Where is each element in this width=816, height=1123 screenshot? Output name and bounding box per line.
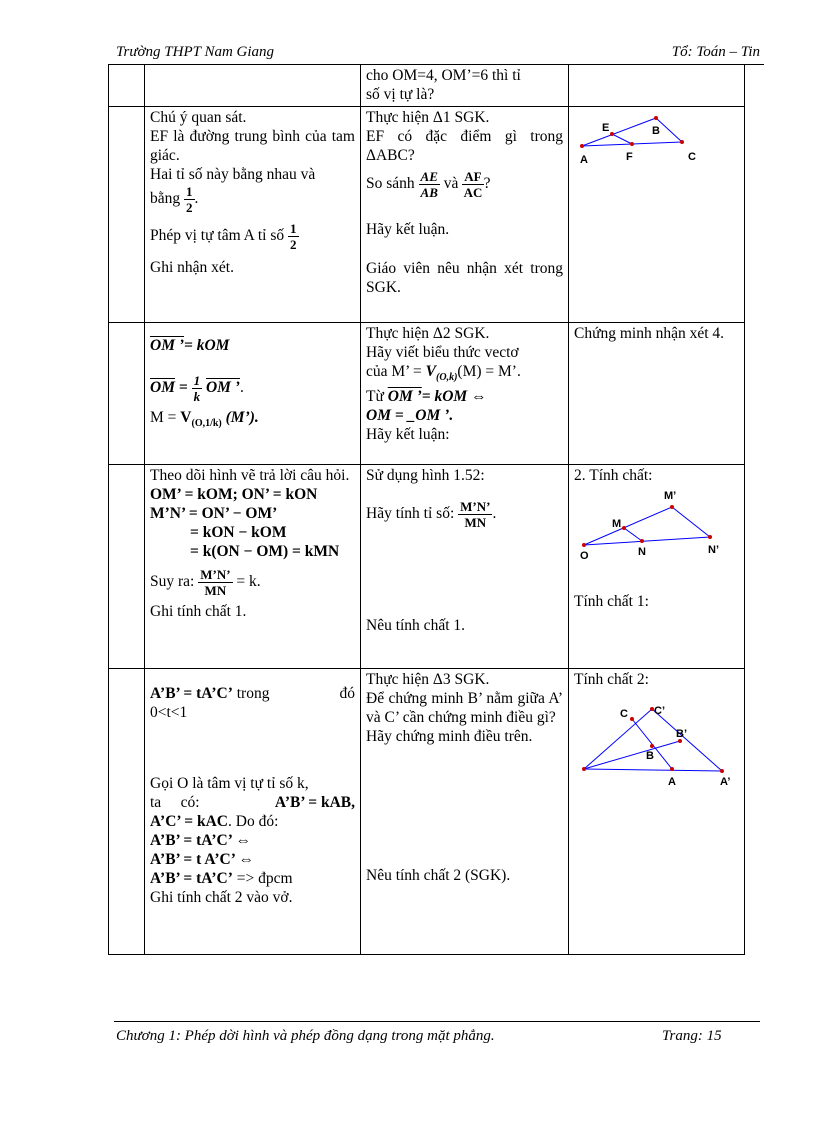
label-a: A [668,776,676,788]
student-cell: Chú ý quan sát. EF là đường trung bình của tam giác. Hai tỉ số này bằng nhau và bằng $\frac{1}{2}$ . Phép vị tự tâm A tỉ số $\frac{1}{2}$ Ghi nhận xét. [145,107,361,323]
label-a-prime: A’ [720,776,731,788]
note-cell: Chứng minh nhận xét 4. [569,323,745,465]
fraction: $\frac{1}{2}$ [186,184,193,215]
triangle-b-prime-figure [574,689,734,789]
triangle-abc-figure [574,108,734,168]
label-o: O [580,550,589,559]
table-row [109,107,745,323]
chapter-title: Chương 1: Phép dời hình và phép đồng dạng trong mặt phẳng. [116,1028,495,1044]
label-b: B [646,750,654,762]
label-b-prime: B’ [676,728,687,740]
label-n: N [638,546,646,558]
student-cell: A’B’ = tA’C’ trong đó 0<t<1 Gọi O là tâm vị tự tỉ số k, ta có: A’B’ = kAB, A’C’ = kAC. Do đó: A’B’ = tA’C’ ⇔ A’B’ = t A’C’ ⇔ A’B’ = tA’C’ => đpcm Ghi tính chất 2 vào vở. [145,669,361,955]
fraction: $\frac{1}{2}$ [290,221,297,252]
school-name: Trường THPT Nam Giang [116,44,275,60]
table-row [109,465,745,669]
homothety-figure [574,485,734,559]
department-name: Tổ: Toán – Tin [671,44,760,60]
note-cell [569,107,745,323]
note-cell: 2. Tính chất: M’ M O N N’ Tính chất 1: [569,465,745,669]
label-n-prime: N’ [708,544,719,556]
teacher-cell: Thực hiện Δ3 SGK. Để chứng minh B’ nằm giữa A’ và C’ cần chứng minh điều gì? Hãy chứng minh điều trên. Nêu tính chất 2 (SGK). [361,669,569,955]
table-row [109,669,745,955]
teacher-cell: Thực hiện Δ2 SGK. Hãy viết biểu thức vectơ của M’ = $V_{(O,k)}(M) = M$’. Từ OM ’= kOM ⇔ OM = _OM ’. Hãy kết luận: [361,323,569,465]
page-footer [114,1021,760,1044]
note-cell: Tính chất 2: C C’ B’ B A A’ [569,669,745,955]
label-c: C [688,151,696,163]
table-row [109,65,745,107]
label-b: B [652,125,660,137]
label-c: C [620,708,628,720]
teacher-cell: Thực hiện Δ1 SGK. EF có đặc điểm gì trong ΔABC? So sánh $\frac{AE}{AB}$ và $\frac{AF}{AC}$ ? Hãy kết luận. Giáo viên nêu nhận xét trong SGK. [361,107,569,323]
table-row [109,323,745,465]
page-number: Trang: 15 [662,1028,722,1044]
label-e: E [602,122,610,134]
teacher-cell: Sử dụng hình 1.52: Hãy tính tỉ số: $\frac{M’N’}{MN}$ . Nêu tính chất 1. [361,465,569,669]
teacher-cell: cho OM=4, OM’=6 thì tỉ số vị tự là? [361,65,569,107]
student-cell: OM ’= kOM $\overline{OM}$ = $\frac{1}{k}$ OM ’. $M = V_{(O,1/k)}$ (M’). [145,323,361,465]
label-f: F [626,151,633,163]
label-a: A [580,154,588,166]
label-m-prime: M’ [664,490,677,502]
label-c-prime: C’ [654,705,665,717]
label-m: M [612,518,622,530]
student-cell: Theo dõi hình vẽ trả lời câu hỏi. OM’ = kOM; ON’ = kON M’N’ = ON’ − OM’ = kON − kOM = k(ON − OM) = kMN Suy ra: $\frac{M’N’}{MN}$ = k. Ghi tính chất 1. [145,465,361,669]
lesson-table [108,64,745,955]
page-header [114,42,764,65]
